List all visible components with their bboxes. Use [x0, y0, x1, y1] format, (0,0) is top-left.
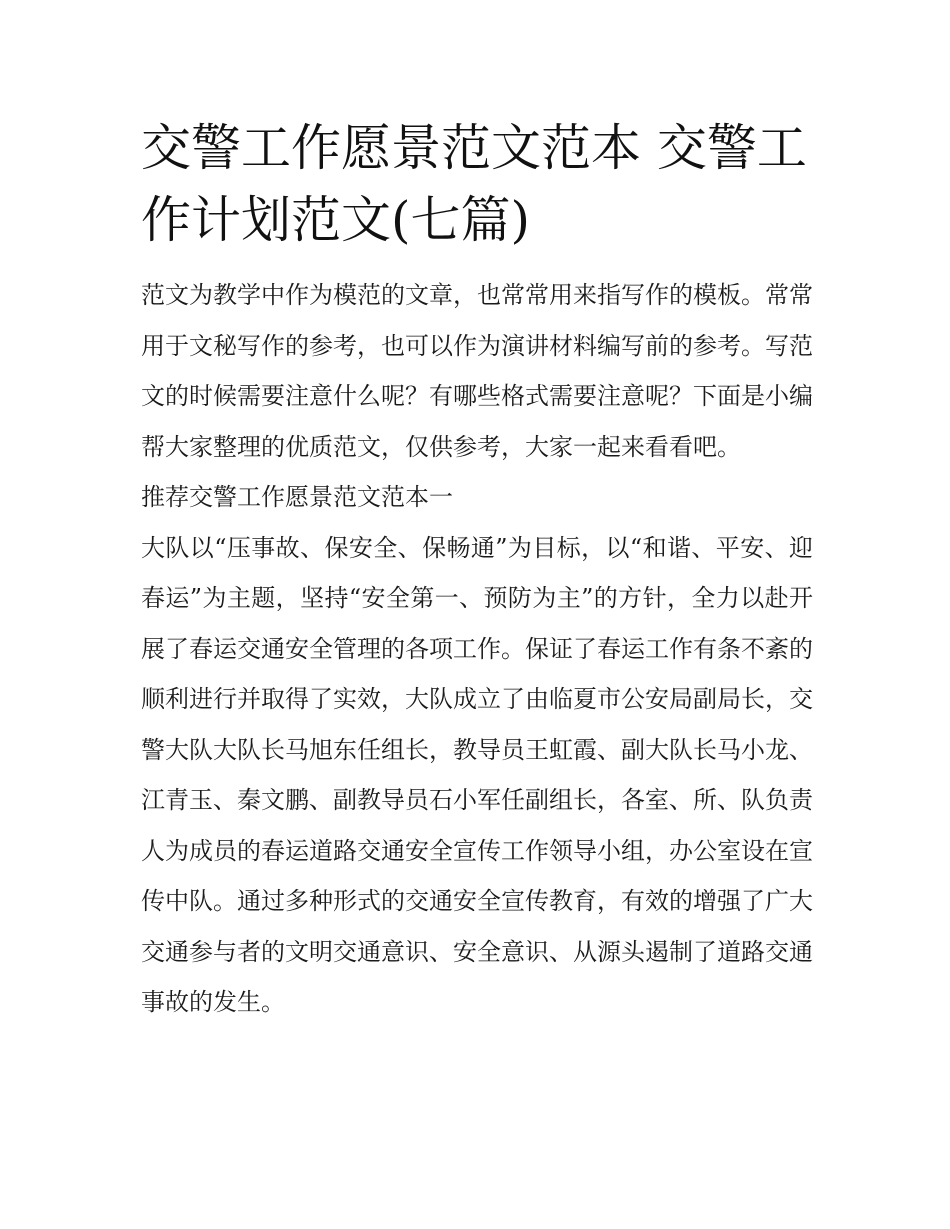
body-paragraph: 大队以“压事故、保安全、保畅通”为目标，以“和谐、平安、迎春运”为主题，坚持“安全第一、预防为主”的方针，全力以赴开展了春运交通安全管理的各项工作。保证了春运工作有条不紊的顺利进行并取得了实效，大队成立了由临夏市公安局副局长，交警大队大队长马旭东任组长，教导员王虹霞、副大队长马小龙、江青玉、秦文鹏、副教导员石小军任副组长，各室、所、队负责人为成员的春运道路交通安全宣传工作领导小组，办公室设在宣传中队。通过多种形式的交通安全宣传教育，有效的增强了广大交通参与者的文明交通意识、安全意识、从源头遏制了道路交通事故的发生。 — [141, 533, 813, 1016]
document-content — [141, 112, 813, 1028]
document-title: 交警工作愿景范文范本 交警工作计划范文(七篇) — [141, 119, 807, 249]
intro-paragraph: 范文为教学中作为模范的文章，也常常用来指写作的模板。常常用于文秘写作的参考，也可以作为演讲材料编写前的参考。写范文的时候需要注意什么呢？有哪些格式需要注意呢？下面是小编帮大家整理的优质范文，仅供参考，大家一起来看看吧。 — [141, 281, 813, 461]
section-heading: 推荐交警工作愿景范文范本一 — [141, 483, 453, 511]
